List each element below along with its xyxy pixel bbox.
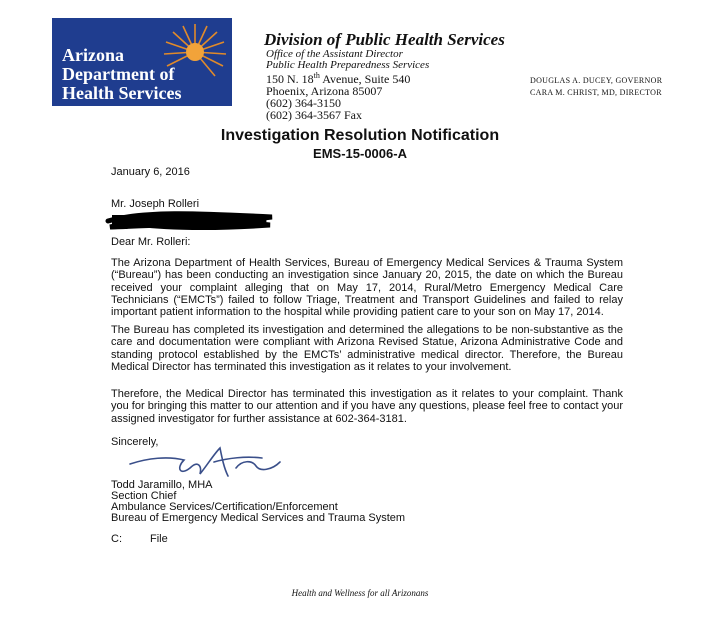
cc-value: File xyxy=(150,533,168,545)
street-address: 150 N. 18th Avenue, Suite 540 xyxy=(266,71,411,86)
director-name: CARA M. CHRIST, MD, DIRECTOR xyxy=(530,88,662,97)
paragraph-1: The Arizona Department of Health Services, Bureau of Emergency Medical Services & Trauma System (“Bureau”) has been conducting an investigation since January 20, 2015, the date on which the Bureau received your complaint alleging that on May 17, 2014, Rural/Metro Emergency Medical Care Technicians (“EMCTs”) failed to follow Triage, Treatment and Transport Guidelines and failed to relay important patient information to the hospital while providing patient care to your son on May 17, 2014. xyxy=(111,257,623,319)
logo-line-2: Department of xyxy=(62,64,175,84)
document-title: Investigation Resolution Notification xyxy=(220,127,500,144)
logo-line-3: Health Services xyxy=(62,83,182,103)
paragraph-2: The Bureau has completed its investigation and determined the allegations to be non-substantive as the care and documentation were compliant with Arizona Revised Statue, Arizona Administrative Code and standing protocol established by the EMCTs’ administrative medical director. Therefore, the Bureau Medical Director has terminated this investigation as it relates to your involvement. xyxy=(111,324,623,373)
closing: Sincerely, xyxy=(111,436,159,448)
signer-name: Todd Jaramillo, MHA xyxy=(111,479,213,491)
adhs-logo xyxy=(52,18,232,106)
signer-unit: Ambulance Services/Certification/Enforcement xyxy=(111,501,338,513)
cc-label: C: xyxy=(111,533,122,545)
fax-number: (602) 364-3567 Fax xyxy=(266,108,362,122)
program-name: Public Health Preparedness Services xyxy=(266,59,430,71)
case-number: EMS-15-0006-A xyxy=(313,146,407,161)
salutation: Dear Mr. Rolleri: xyxy=(111,236,191,248)
handwritten-signature xyxy=(128,438,288,482)
phone-number: (602) 364-3150 xyxy=(266,96,341,110)
city-address: Phoenix, Arizona 85007 xyxy=(266,84,383,98)
recipient-name: Mr. Joseph Rolleri xyxy=(111,198,200,210)
division-name: Division of Public Health Services xyxy=(264,30,505,49)
footer-slogan: Health and Wellness for all Arizonans xyxy=(291,588,429,598)
paragraph-3: Therefore, the Medical Director has terminated this investigation as it relates to your complaint. Thank you for bringing this matter to our attention and if you have any questions, please feel free to contact your assigned investigator for further assistance at 602-364-3181. xyxy=(111,388,623,425)
letter-date: January 6, 2016 xyxy=(111,166,190,178)
logo-line-1: Arizona xyxy=(62,45,124,65)
signer-bureau: Bureau of Emergency Medical Services and Trauma System xyxy=(111,512,406,524)
signer-title: Section Chief xyxy=(111,490,177,502)
redaction-mark xyxy=(104,209,276,231)
office-name: Office of the Assistant Director xyxy=(266,48,403,60)
governor-name: DOUGLAS A. DUCEY, GOVERNOR xyxy=(530,76,663,85)
